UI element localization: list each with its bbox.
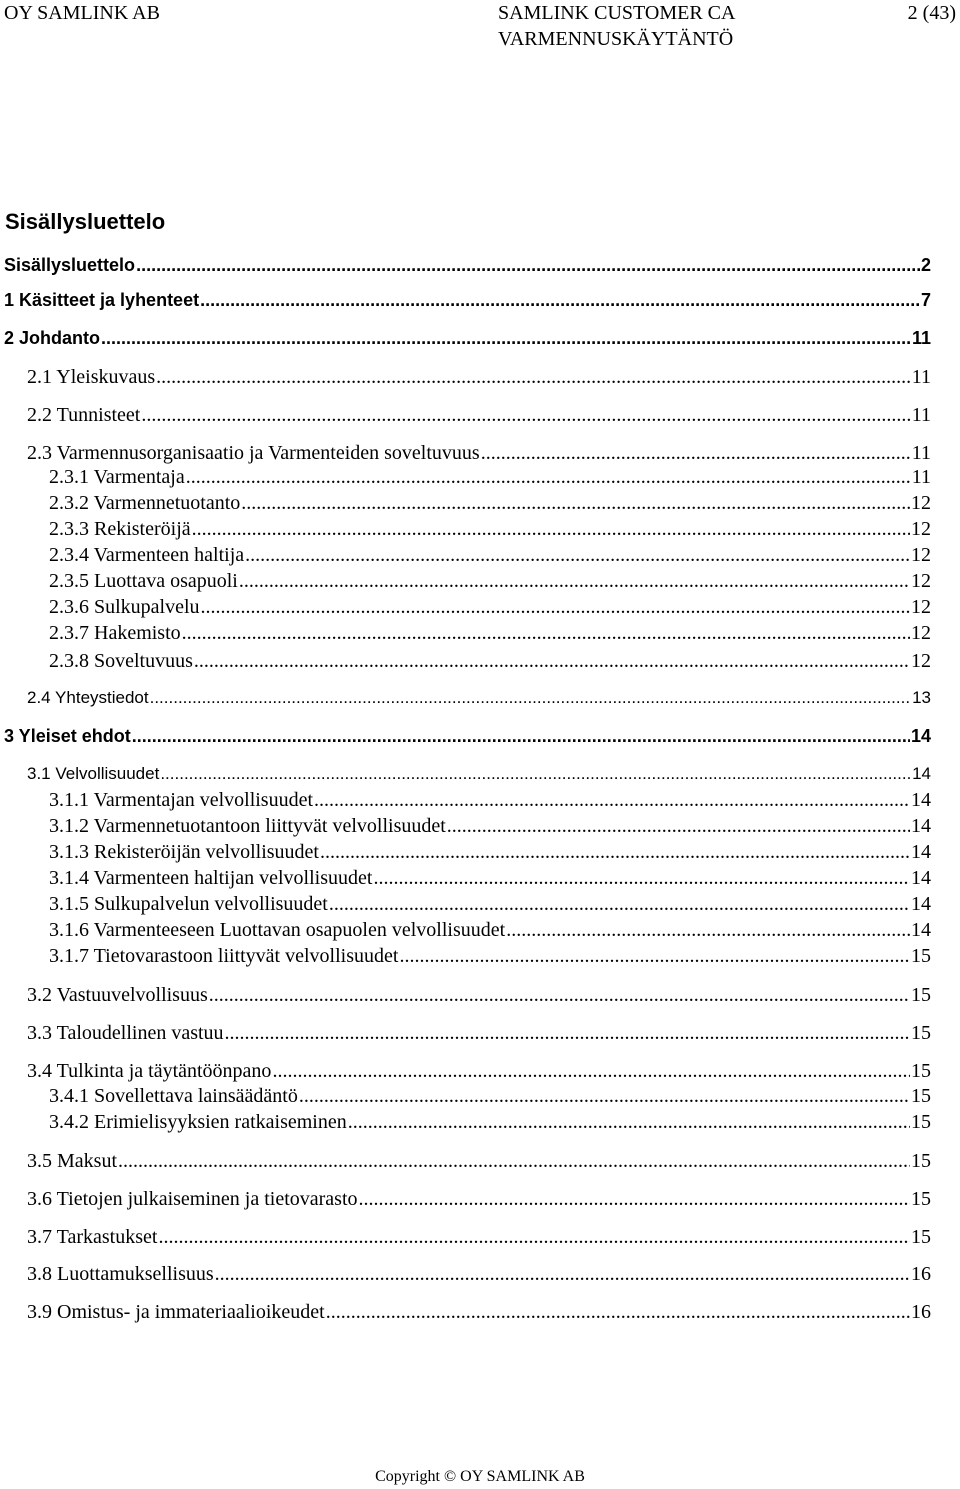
toc-entry[interactable]: [27, 1262, 931, 1286]
toc-entry-label: 2.3.3 Rekisteröijä: [49, 518, 191, 540]
toc-entry-page-number: 15: [911, 1188, 931, 1210]
toc-entry-page-number: 12: [911, 596, 931, 618]
toc-entry[interactable]: [27, 441, 931, 465]
toc-dot-leader: [194, 649, 910, 673]
toc-entry-label: 3.7 Tarkastukset: [27, 1226, 158, 1248]
toc-entry[interactable]: [49, 517, 931, 541]
toc-dot-leader: [200, 288, 920, 312]
header-title-line-2: VARMENNUSKÄYTÄNTÖ: [498, 28, 734, 50]
toc-entry-label: 3.3 Taloudellinen vastuu: [27, 1022, 224, 1044]
toc-entry-page-number: 11: [911, 442, 931, 464]
toc-entry[interactable]: [27, 1187, 931, 1211]
toc-entry[interactable]: [27, 1021, 931, 1045]
toc-dot-leader: [314, 788, 910, 812]
toc-entry-label: 2.3.5 Luottava osapuoli: [49, 570, 238, 592]
toc-entry-label: 2.3 Varmennusorganisaatio ja Varmenteiden soveltuvuus: [27, 442, 480, 464]
toc-entry-label: 3.4 Tulkinta ja täytäntöönpano: [27, 1060, 272, 1082]
toc-dot-leader: [373, 866, 910, 890]
toc-entry-label: 3.6 Tietojen julkaiseminen ja tietovarasto: [27, 1188, 358, 1210]
toc-heading: Sisällysluettelo: [5, 209, 166, 234]
toc-entry-page-number: 14: [912, 764, 931, 783]
toc-entry-page-number: 14: [911, 867, 931, 889]
toc-dot-leader: [447, 814, 910, 838]
toc-entry-label: 2.3.6 Sulkupalvelu: [49, 596, 200, 618]
toc-entry-label: 3.5 Maksut: [27, 1150, 117, 1172]
toc-entry-page-number: 14: [910, 726, 931, 746]
toc-entry-page-number: 12: [911, 570, 931, 592]
toc-entry-page-number: 13: [912, 688, 931, 707]
toc-dot-leader: [215, 1262, 910, 1286]
toc-entry-label: 3.1.6 Varmenteeseen Luottavan osapuolen velvollisuudet: [49, 919, 506, 941]
toc-entry-label: 2.2 Tunnisteet: [27, 404, 141, 426]
toc-dot-leader: [241, 491, 910, 515]
toc-entry-label: 3.1.4 Varmenteen haltijan velvollisuudet: [49, 867, 373, 889]
toc-entry-page-number: 11: [911, 404, 931, 426]
toc-entry[interactable]: [49, 621, 931, 645]
toc-dot-leader: [320, 840, 910, 864]
toc-entry-label: 2.3.1 Varmentaja: [49, 466, 185, 488]
toc-entry[interactable]: [27, 983, 931, 1007]
toc-entry[interactable]: [49, 569, 931, 593]
toc-entry[interactable]: [27, 686, 931, 710]
toc-entry-page-number: 11: [911, 328, 931, 348]
toc-entry[interactable]: [49, 1110, 931, 1134]
toc-dot-leader: [329, 892, 910, 916]
toc-entry-label: 2.3.4 Varmenteen haltija: [49, 544, 245, 566]
toc-dot-leader: [101, 326, 911, 350]
toc-entry[interactable]: [4, 326, 931, 350]
toc-entry[interactable]: [27, 365, 931, 389]
toc-dot-leader: [201, 595, 910, 619]
toc-entry-label: 3.1.7 Tietovarastoon liittyvät velvollisuudet: [49, 945, 399, 967]
toc-dot-leader: [132, 724, 910, 748]
toc-entry[interactable]: [4, 288, 931, 312]
toc-entry[interactable]: [49, 866, 931, 890]
toc-dot-leader: [209, 983, 910, 1007]
toc-entry-page-number: 2: [920, 255, 931, 275]
toc-dot-leader: [158, 1225, 910, 1249]
toc-dot-leader: [136, 253, 920, 277]
toc-entry-label: 1 Käsitteet ja lyhenteet: [4, 290, 200, 310]
toc-entry[interactable]: [49, 543, 931, 567]
toc-entry-page-number: 12: [911, 650, 931, 672]
toc-entry-page-number: 15: [911, 1060, 931, 1082]
toc-entry-label: 3.1.1 Varmentajan velvollisuudet: [49, 789, 314, 811]
toc-entry-page-number: 12: [911, 544, 931, 566]
toc-dot-leader: [186, 465, 911, 489]
toc-entry-page-number: 15: [911, 1022, 931, 1044]
toc-entry-page-number: 7: [920, 290, 931, 310]
toc-entry-label: 3.1.5 Sulkupalvelun velvollisuudet: [49, 893, 328, 915]
toc-entry-page-number: 14: [911, 893, 931, 915]
toc-entry-label: 3.1.3 Rekisteröijän velvollisuudet: [49, 841, 319, 863]
toc-entry-page-number: 14: [911, 841, 931, 863]
toc-entry[interactable]: [27, 403, 931, 427]
toc-entry[interactable]: [49, 944, 931, 968]
toc-entry-label: 2.4 Yhteystiedot: [27, 688, 149, 707]
toc-dot-leader: [399, 944, 910, 968]
toc-entry[interactable]: [27, 762, 931, 786]
toc-dot-leader: [506, 918, 910, 942]
toc-entry-page-number: 14: [911, 789, 931, 811]
toc-entry-label: 2.3.2 Varmennetuotanto: [49, 492, 241, 514]
toc-entry[interactable]: [4, 724, 931, 748]
toc-entry-page-number: 15: [911, 1150, 931, 1172]
toc-dot-leader: [348, 1110, 910, 1134]
toc-entry[interactable]: [49, 840, 931, 864]
toc-dot-leader: [299, 1084, 910, 1108]
toc-entry-label: 2.3.8 Soveltuvuus: [49, 650, 193, 672]
toc-entry-label: 3.1 Velvollisuudet: [27, 764, 160, 783]
toc-entry-page-number: 12: [911, 518, 931, 540]
toc-entry-label: 3.1.2 Varmennetuotantoon liittyvät velvollisuudet: [49, 815, 446, 837]
toc-dot-leader: [192, 517, 910, 541]
toc-entry-page-number: 15: [911, 945, 931, 967]
toc-entry[interactable]: [49, 788, 931, 812]
toc-entry-page-number: 11: [911, 366, 931, 388]
footer-copyright: Copyright © OY SAMLINK AB: [375, 1468, 585, 1485]
toc-entry[interactable]: [49, 465, 931, 489]
toc-entry-label: 3.2 Vastuuvelvollisuus: [27, 984, 208, 1006]
toc-entry-page-number: 15: [911, 1085, 931, 1107]
toc-entry-label: 3 Yleiset ehdot: [4, 726, 131, 746]
toc-dot-leader: [118, 1149, 910, 1173]
toc-dot-leader: [141, 403, 910, 427]
toc-entry-label: 2.1 Yleiskuvaus: [27, 366, 156, 388]
toc-entry-label: 2.3.7 Hakemisto: [49, 622, 181, 644]
toc-entry-page-number: 16: [911, 1263, 931, 1285]
toc-entry-label: 3.4.2 Erimielisyyksien ratkaiseminen: [49, 1111, 347, 1133]
toc-entry[interactable]: [49, 595, 931, 619]
toc-entry-page-number: 15: [911, 1111, 931, 1133]
toc-entry-page-number: 12: [911, 622, 931, 644]
toc-entry[interactable]: [49, 918, 931, 942]
toc-dot-leader: [156, 365, 911, 389]
toc-entry-label: 3.8 Luottamuksellisuus: [27, 1263, 214, 1285]
toc-entry-label: Sisällysluettelo: [4, 255, 136, 275]
toc-entry[interactable]: [27, 1300, 931, 1324]
toc-entry[interactable]: [27, 1149, 931, 1173]
toc-dot-leader: [481, 441, 911, 465]
toc-entry-page-number: 15: [911, 984, 931, 1006]
toc-entry[interactable]: [49, 814, 931, 838]
toc-entry-page-number: 14: [911, 919, 931, 941]
toc-dot-leader: [182, 621, 910, 645]
toc-entry-label: 3.4.1 Sovellettava lainsäädäntö: [49, 1085, 298, 1107]
toc-entry[interactable]: [49, 649, 931, 673]
toc-dot-leader: [225, 1021, 910, 1045]
toc-dot-leader: [150, 686, 911, 710]
header-company: OY SAMLINK AB: [4, 2, 160, 24]
toc-entry[interactable]: [49, 491, 931, 515]
toc-dot-leader: [326, 1300, 910, 1324]
toc-dot-leader: [160, 762, 911, 786]
toc-dot-leader: [272, 1059, 910, 1083]
toc-entry[interactable]: [4, 253, 931, 277]
toc-entry-page-number: 15: [911, 1226, 931, 1248]
header-title-line-1: SAMLINK CUSTOMER CA: [498, 2, 736, 24]
header-page-number: 2 (43): [907, 2, 956, 24]
toc-entry[interactable]: [27, 1059, 931, 1083]
toc-entry[interactable]: [49, 892, 931, 916]
toc-entry-page-number: 12: [911, 492, 931, 514]
toc-entry-label: 2 Johdanto: [4, 328, 101, 348]
toc-entry-page-number: 11: [911, 466, 931, 488]
toc-dot-leader: [239, 569, 910, 593]
toc-entry[interactable]: [27, 1225, 931, 1249]
toc-dot-leader: [359, 1187, 910, 1211]
toc-dot-leader: [245, 543, 910, 567]
toc-entry-label: 3.9 Omistus- ja immateriaalioikeudet: [27, 1301, 325, 1323]
toc-entry-page-number: 14: [911, 815, 931, 837]
toc-entry-page-number: 16: [911, 1301, 931, 1323]
toc-entry[interactable]: [49, 1084, 931, 1108]
